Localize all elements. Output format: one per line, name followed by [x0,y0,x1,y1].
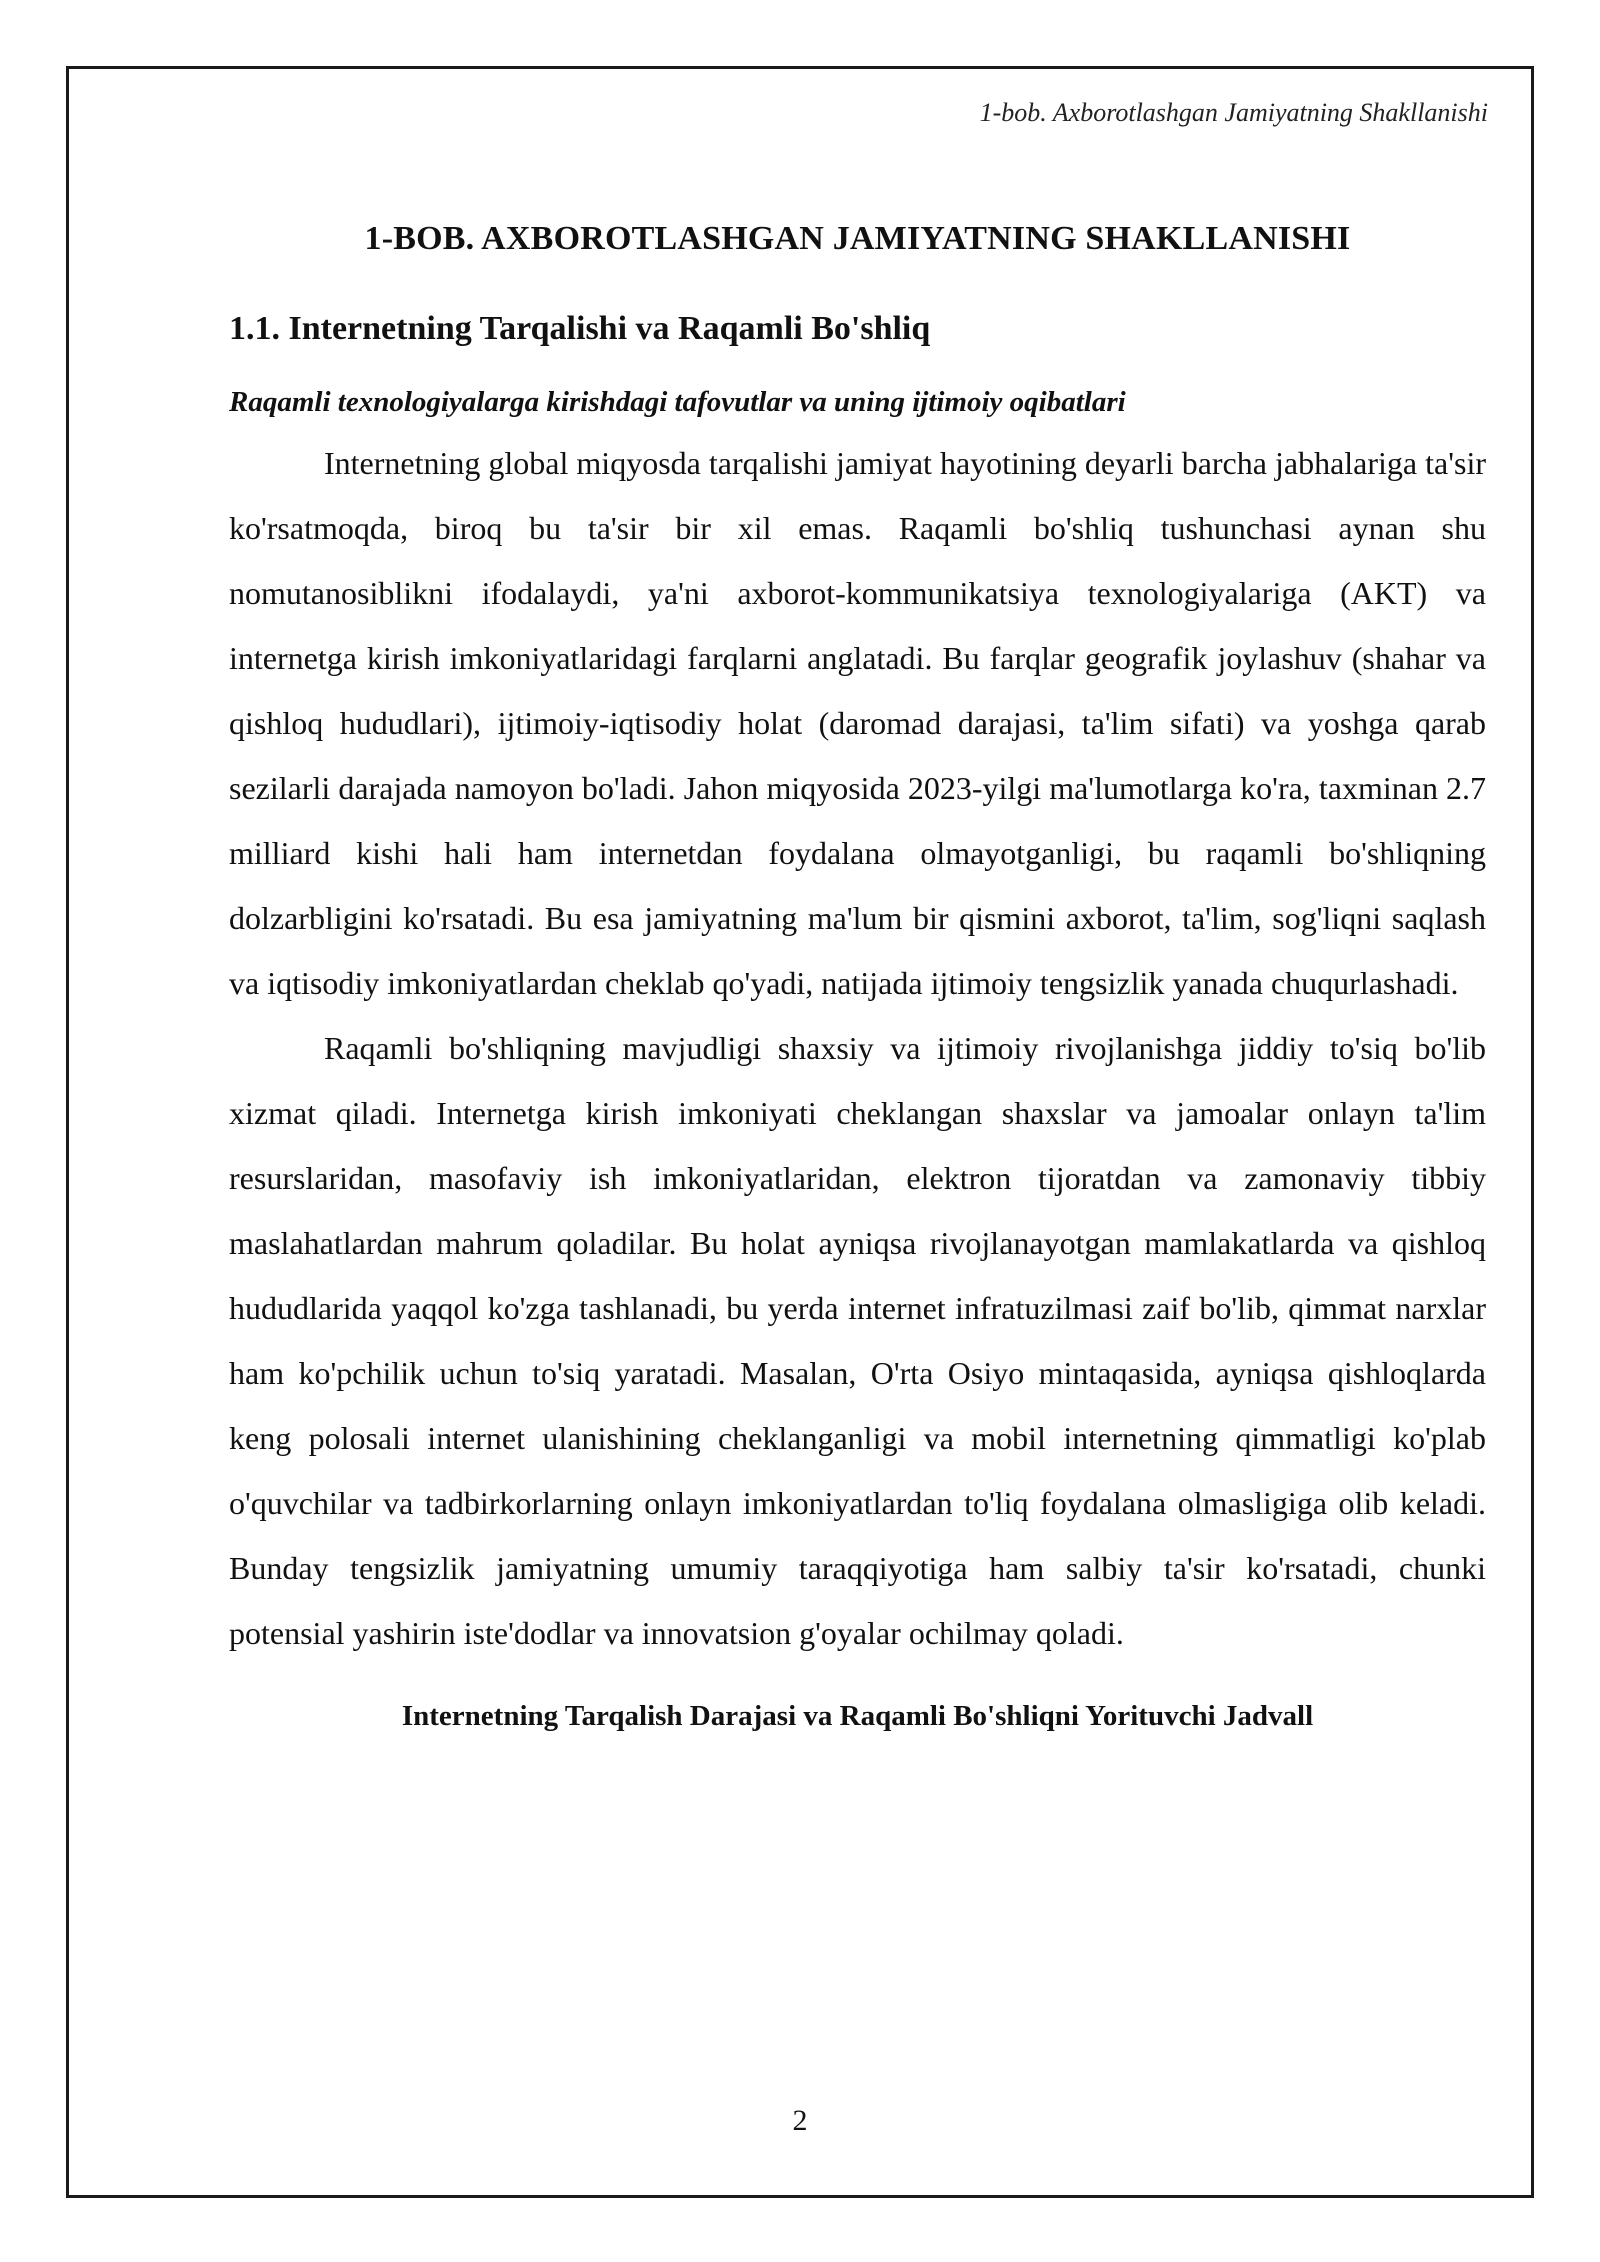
table-caption: Internetning Tarqalish Darajasi va Raqamli Bo'shliqni Yorituvchi Jadvall [401,1700,1314,1732]
section-title: 1.1. Internetning Tarqalishi va Raqamli Bo'shliq [229,310,931,347]
page-number: 2 [792,2104,808,2137]
section-subtitle: Raqamli texnologiyalarga kirishdagi tafovutlar va uning ijtimoiy oqibatlari [229,386,1126,418]
page-content [229,210,1486,1733]
chapter-title: 1-BOB. AXBOROTLASHGAN JAMIYATNING SHAKLLANISHI [364,220,1351,257]
body-paragraph: Raqamli bo'shliqning mavjudligi shaxsiy va ijtimoiy rivojlanishga jiddiy to'siq bo'lib xizmat qiladi. Internetga kirish imkoniyati cheklangan shaxslar va jamoalar onlayn ta'lim resurslaridan, masofaviy ish imkoniyatlaridan, elektron tijoratdan va zamonaviy tibbiy maslahatlardan mahrum qoladilar. Bu holat ayniqsa rivojlanayotgan mamlakatlarda va qishloq hududlarida yaqqol ko'zga tashlanadi, bu yerda internet infratuzilmasi zaif bo'lib, qimmat narxlar ham ko'pchilik uchun to'siq yaratadi. Masalan, O'rta Osiyo mintaqasida, ayniqsa qishloqlarda keng polosali internet ulanishining cheklanganligi va mobil internetning qimmatligi ko'plab o'quvchilar va tadbirkorlarning onlayn imkoniyatlardan to'liq foydalana olmasligiga olib keladi. Bunday tengsizlik jamiyatning umumiy taraqqiyotiga ham salbiy ta'sir ko'rsatadi, chunki potensial yashirin iste'dodlar va innovatsion g'oyalar ochilmay qoladi. [229,1030,1486,1651]
body-paragraph: Internetning global miqyosda tarqalishi jamiyat hayotining deyarli barcha jabhalariga ta'sir ko'rsatmoqda, biroq bu ta'sir bir xil emas. Raqamli bo'shliq tushunchasi aynan shu nomutanosiblikni ifodalaydi, ya'ni axborot-kommunikatsiya texnologiyalariga (AKT) va internetga kirish imkoniyatlaridagi farqlarni anglatadi. Bu farqlar geografik joylashuv (shahar va qishloq hududlari), ijtimoiy-iqtisodiy holat (daromad darajasi, ta'lim sifati) va yoshga qarab sezilarli darajada namoyon bo'ladi. Jahon miqyosida 2023-yilgi ma'lumotlarga ko'ra, taxminan 2.7 milliard kishi hali ham internetdan foydalana olmayotganligi, bu raqamli bo'shliqning dolzarbligini ko'rsatadi. Bu esa jamiyatning ma'lum bir qismini axborot, ta'lim, sog'liqni saqlash va iqtisodiy imkoniyatlardan cheklab qo'yadi, natijada ijtimoiy tengsizlik yanada chuqurlashadi. [229,445,1486,1001]
running-header: 1-bob. Axborotlashgan Jamiyatning Shakllanishi [979,98,1488,127]
